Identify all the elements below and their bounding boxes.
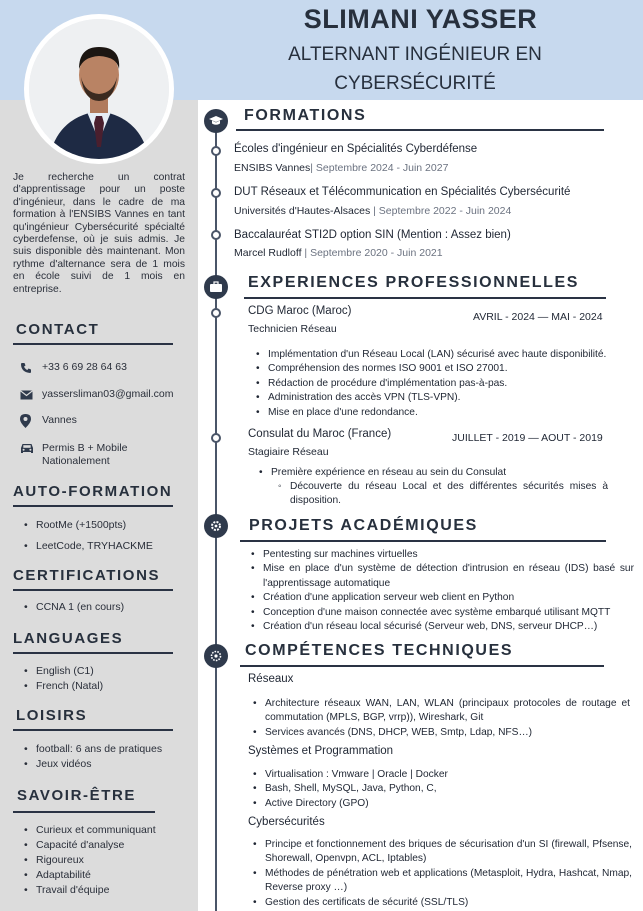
- list-item: • English (C1): [22, 664, 103, 679]
- timeline-dot: [211, 433, 221, 443]
- graduation-cap-icon: [204, 109, 228, 133]
- list-item: • Services avancés (DNS, DHCP, WEB, Smtp, Ldap, NFS…): [250, 726, 630, 740]
- job-dates: JUILLET - 2019 — AOUT - 2019: [452, 432, 603, 444]
- contact-city: [20, 414, 77, 428]
- hobbies-list: [22, 742, 162, 772]
- mail-icon: [20, 388, 40, 402]
- city-text: Vannes: [42, 414, 77, 426]
- projects-heading: PROJETS ACADÉMIQUES: [249, 517, 478, 534]
- contact-license: [20, 442, 128, 468]
- bullet-text: Première expérience en réseau au sein du Consulat: [271, 467, 507, 478]
- list-item: • Méthodes de pénétration web et applications (Metasploit, Hydra, Hashcat, Nmap, Reverse proxy …): [250, 867, 632, 896]
- projects-divider: [240, 540, 606, 542]
- list-item: • Implémentation d'un Réseau Local (LAN) sécurisé avec haute disponibilité.: [253, 348, 623, 362]
- list-item: • Adaptabilité: [22, 868, 156, 883]
- list-item: • Travail d'équipe: [22, 883, 156, 898]
- list-item: • Rédaction de procédure d'implémentation pas-à-pas.: [253, 377, 623, 391]
- skills-network-list: [250, 697, 630, 740]
- education-date: | Septembre 2020 - Juin 2021: [301, 247, 443, 259]
- experience-bullets: [253, 348, 623, 420]
- soft-skills-divider: [13, 811, 155, 813]
- languages-list: [22, 664, 103, 694]
- list-item: • French (Natal): [22, 679, 103, 694]
- avatar: [29, 19, 169, 159]
- list-item: • Mise en place d'un système de détection d'intrusion en réseau (IDS) basé sur l'apprentissage automatique: [248, 562, 634, 591]
- contact-heading: CONTACT: [16, 321, 100, 338]
- sub-bullets: [275, 480, 608, 507]
- skills-category: Systèmes et Programmation: [248, 745, 394, 757]
- experience-bullets: [256, 466, 608, 508]
- hobbies-divider: [13, 729, 173, 731]
- education-title: DUT Réseaux et Télécommunication en Spécialités Cybersécurité: [234, 186, 571, 198]
- soft-skills-list: [22, 823, 156, 898]
- list-item: • Compréhension des normes ISO 9001 et ISO 27001.: [253, 362, 623, 376]
- list-item: [256, 466, 608, 508]
- education-date: | Septembre 2024 - Juin 2027: [310, 162, 449, 174]
- certifications-heading: CERTIFICATIONS: [13, 567, 161, 584]
- list-item: • Rigoureux: [22, 853, 156, 868]
- job-dates: AVRIL - 2024 — MAI - 2024: [473, 311, 603, 323]
- job-role: Stagiaire Réseau: [248, 446, 329, 458]
- list-item: • Architecture réseaux WAN, LAN, WLAN (principaux protocoles de routage et commutation (MPLS, BGP, vrrp)), Wireshark, Git: [250, 697, 630, 726]
- school-name: ENSIBS Vannes: [234, 162, 311, 174]
- certifications-list: [22, 600, 124, 615]
- contact-phone[interactable]: [20, 361, 127, 375]
- list-item: • Pentesting sur machines virtuelles: [248, 548, 634, 562]
- license-line1: Permis B + Mobile: [42, 442, 128, 454]
- license-text: [42, 442, 128, 468]
- list-item: • Principe et fonctionnement des briques de sécurisation d'un SI (firewall, Pfsense, Shorewall, Openvpn, ACL, Iptables): [250, 838, 632, 867]
- self-training-heading: AUTO-FORMATION: [13, 483, 173, 500]
- list-item: • Active Directory (GPO): [250, 797, 630, 811]
- list-item: • football: 6 ans de pratiques: [22, 742, 162, 757]
- list-item: • Mise en place d'une redondance.: [253, 406, 623, 420]
- timeline-dot: [211, 230, 221, 240]
- school-name: Universités d'Hautes-Alsaces: [234, 205, 371, 217]
- skills-category: Cybersécurités: [248, 816, 325, 828]
- soft-skills-heading: SAVOIR-ÊTRE: [17, 787, 136, 804]
- list-item: • Bash, Shell, MySQL, Java, Python, C,: [250, 782, 630, 796]
- education-divider: [236, 129, 604, 131]
- timeline-dot: [211, 188, 221, 198]
- list-item: • Curieux et communiquant: [22, 823, 156, 838]
- contact-email[interactable]: [20, 388, 173, 402]
- projects-list: [248, 548, 634, 634]
- experience-heading: EXPERIENCES PROFESSIONNELLES: [248, 274, 580, 291]
- job-title-line1: ALTERNANT INGÉNIEUR EN: [288, 44, 542, 65]
- skills-security-list: [250, 838, 632, 910]
- certifications-divider: [13, 589, 173, 591]
- education-school: [234, 205, 511, 217]
- list-item: • Conception d'une maison connectée avec système embarqué utilisant MQTT: [248, 606, 634, 620]
- list-item: • Capacité d'analyse: [22, 838, 156, 853]
- phone-text: +33 6 69 28 64 63: [42, 361, 127, 373]
- timeline-dot: [211, 146, 221, 156]
- experience-divider: [244, 297, 606, 299]
- self-training-divider: [13, 505, 173, 507]
- list-item: • Jeux vidéos: [22, 757, 162, 772]
- list-item: • Administration des accès VPN (TLS-VPN).: [253, 391, 623, 405]
- education-heading: FORMATIONS: [244, 107, 367, 124]
- list-item: • RootMe (+1500pts): [22, 518, 153, 533]
- list-item: • Gestion des certificats de sécurité (SSL/TLS): [250, 896, 632, 910]
- list-item: • Virtualisation : Vmware | Oracle | Docker: [250, 768, 630, 782]
- car-icon: [20, 442, 40, 456]
- skills-heading: COMPÉTENCES TECHNIQUES: [245, 642, 514, 659]
- list-item: • Création d'une application serveur web client en Python: [248, 591, 634, 605]
- briefcase-icon: [204, 275, 228, 299]
- skills-divider: [240, 665, 604, 667]
- gears-icon: [204, 514, 228, 538]
- list-item: • LeetCode, TRYHACKME: [22, 539, 153, 554]
- school-name: Marcel Rudloff: [234, 247, 302, 259]
- company-name: Consulat du Maroc (France): [248, 428, 392, 440]
- contact-divider: [13, 343, 173, 345]
- list-item: • Création d'un réseau local sécurisé (Serveur web, DNS, serveur DHCP…): [248, 620, 634, 634]
- phone-icon: [20, 361, 40, 375]
- company-name: CDG Maroc (Maroc): [248, 305, 352, 317]
- sub-list-item: ◦ Découverte du réseau Local et des différentes sécurités mises à disposition.: [275, 480, 608, 507]
- education-school: [234, 162, 448, 174]
- education-title: Baccalauréat STI2D option SIN (Mention : Assez bien): [234, 229, 511, 241]
- intro-paragraph: Je recherche un contrat d'apprentissage pour un poste d'ingénieur, dans le cadre de ma formation à l'ENSIBS Vannes en tant qu'ingénieur Cybersécurité spécialté cyberdefense, où je suis admis. Je suis disponible dès maintenant. Mon rythme d'alternance sera de 1 mois en école suivi de 1 mois en entreprise.: [13, 172, 185, 295]
- languages-divider: [13, 652, 173, 654]
- job-role: Technicien Réseau: [248, 323, 337, 335]
- skills-category: Réseaux: [248, 673, 294, 685]
- skills-gear-icon: [204, 644, 228, 668]
- hobbies-heading: LOISIRS: [16, 707, 88, 724]
- license-line2: Nationalement: [42, 455, 110, 467]
- education-title: Écoles d'ingénieur en Spécialités Cyberdéfense: [234, 143, 478, 155]
- person-name: SLIMANI YASSER: [303, 4, 538, 34]
- languages-heading: LANGUAGES: [13, 630, 124, 647]
- education-date: | Septembre 2022 - Juin 2024: [370, 205, 512, 217]
- profile-photo: [24, 14, 174, 164]
- location-pin-icon: [20, 414, 40, 428]
- job-title: [250, 40, 580, 98]
- skills-systems-list: [250, 768, 630, 811]
- list-item: • CCNA 1 (en cours): [22, 600, 124, 615]
- self-training-list: [22, 518, 153, 554]
- email-text: yassersliman03@gmail.com: [42, 388, 174, 400]
- timeline-dot: [211, 308, 221, 318]
- education-school: [234, 247, 443, 259]
- job-title-line2: CYBERSÉCURITÉ: [334, 73, 496, 94]
